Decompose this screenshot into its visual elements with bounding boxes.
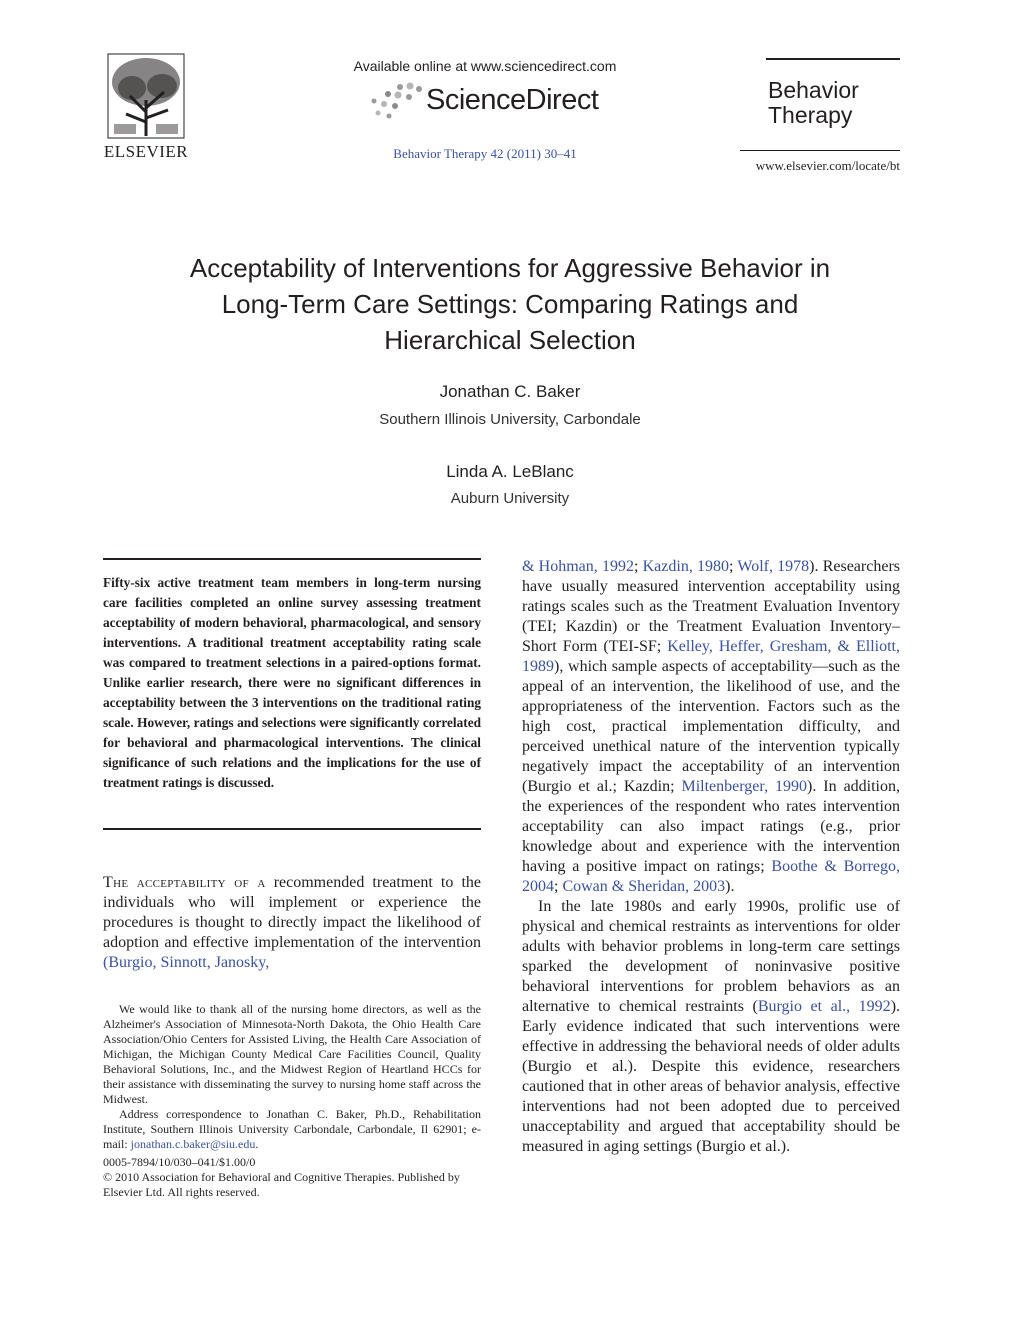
citation-link[interactable]: Boothe & Borrego, 2004 <box>522 858 900 895</box>
sciencedirect-name: ScienceDirect <box>426 84 599 116</box>
journal-rule-top <box>766 58 900 60</box>
paragraph <box>522 557 900 897</box>
body-text: ), which sample aspects of acceptability—such as the appeal of an intervention, the likelihood of use, and the appropriateness of the intervention. Factors such as the high cost, practical implementation difficulty, and perceived unethical nature of the intervention typically negatively impact the acceptability of an intervention (Burgio et al.; Kazdin; <box>522 658 900 795</box>
abstract: Fifty-six active treatment team members in long-term nursing care facilities completed an online survey assessing treatment acceptability of modern behavioral, pharmacological, and sensory interventions. A traditional treatment acceptability rating scale was compared to treatment selections in a paired-options format. Unlike earlier research, there were no significant differences in acceptability between the 3 interventions on the traditional rating scale. However, ratings and selections were significantly correlated for behavioral and pharmacological interventions. The clinical significance of such relations and the implications for the use of treatment ratings is discussed. <box>103 575 481 790</box>
separator: ; <box>729 558 738 575</box>
journal-title-line2: Therapy <box>768 102 853 128</box>
separator: ; <box>554 878 563 895</box>
body-text: recommended treatment to the individuals who will implement or experience the procedures is thought to directly impact the likelihood of adoption and effective implementation of the intervention <box>103 874 482 951</box>
body-text: ). In addition, the experiences of the respondent who rates intervention acceptability can also impact ratings (e.g., prior knowledge about and experience with the intervention having a positive impact on ratings; <box>522 778 901 875</box>
copyright-line: © 2010 Association for Behavioral and Cognitive Therapies. Published by Elsevier Ltd. All rights reserved. <box>103 1170 460 1199</box>
title-line2: Long-Term Care Settings: Comparing Ratings and <box>221 289 799 319</box>
title-line3: Hierarchical Selection <box>384 325 636 355</box>
abstract-rule-top <box>103 558 481 560</box>
author-name: Linda A. LeBlanc <box>446 462 574 481</box>
acknowledgment-note: We would like to thank all of the nursing home directors, as well as the Alzheimer's Association of Minnesota-North Dakota, the Ohio Health Care Association/Ohio Centers for Assisted Living, the Health Care Association of Michigan, the Michigan County Medical Care Facilities Council, Quality Behavioral Solutions, Inc., and the Midwest Region of Heartland HCCs for their assistance with disseminating the survey to nursing home staff across the Midwest. <box>103 1002 481 1106</box>
journal-citation[interactable]: Behavior Therapy 42 (2011) 30–41 <box>393 146 577 161</box>
email-link[interactable]: jonathan.c.baker@siu.edu <box>130 1137 256 1151</box>
journal-url[interactable]: www.elsevier.com/locate/bt <box>755 158 900 173</box>
publisher-name: ELSEVIER <box>103 142 189 161</box>
body-text: ). Researchers have usually measured intervention acceptability using ratings scales such as the Treatment Evaluation Inventory (TEI; Kazdin) or the Treatment Evaluation Inventory–Short Form (TEI-SF; <box>522 558 900 655</box>
title-line1: Acceptability of Interventions for Aggressive Behavior in <box>189 253 831 283</box>
author-affiliation: Southern Illinois University, Carbondale <box>379 411 641 428</box>
issn-line: 0005-7894/10/030–041/$1.00/0 <box>103 1155 256 1169</box>
citation-link[interactable]: Wolf, 1978 <box>737 558 810 575</box>
journal-title-line1: Behavior <box>768 77 859 103</box>
article-title <box>120 250 900 358</box>
body-left-column <box>103 873 481 973</box>
tree-logo-icon <box>96 52 196 140</box>
citation-link[interactable]: Kazdin, 1980 <box>642 558 730 575</box>
sciencedirect-logo[interactable] <box>366 80 616 124</box>
available-online-text[interactable]: Available online at www.sciencedirect.com <box>353 58 617 74</box>
citation-link[interactable]: (Burgio, Sinnott, Janosky, <box>103 954 270 971</box>
citation-link[interactable]: Burgio et al., 1992 <box>757 998 891 1015</box>
citation-link[interactable]: Kelley, Heffer, Gresham, & Elliott, 1989 <box>522 638 901 675</box>
correspondence-note <box>103 1107 481 1152</box>
citation-link[interactable]: Cowan & Sheridan, 2003 <box>562 878 726 895</box>
citation-link[interactable]: Miltenberger, 1990 <box>681 778 808 795</box>
separator: ; <box>633 558 643 575</box>
elsevier-logo <box>96 52 196 162</box>
body-right-column <box>522 557 900 1157</box>
footnotes <box>103 1002 481 1200</box>
body-text: ). Early evidence indicated that such interventions were effective in addressing the behavioral needs of older adults (Burgio et al.). Despite this evidence, researchers cautioned that in other areas of behavior analysis, effective interventions had not been adopted due to perceived unacceptability and argued that acceptability should be measured in aging settings (Burgio et al.). <box>522 998 901 1155</box>
correspondence-end: . <box>255 1137 259 1151</box>
opening-smallcaps: The acceptability of a <box>103 874 266 891</box>
journal-rule-bottom <box>740 150 900 151</box>
sciencedirect-dots-icon <box>366 82 424 122</box>
author-name: Jonathan C. Baker <box>439 382 581 401</box>
abstract-rule-bottom <box>103 828 481 830</box>
paragraph <box>522 897 900 1157</box>
body-text: ). <box>725 878 735 895</box>
journal-title <box>768 78 859 128</box>
correspondence-text: Address correspondence to Jonathan C. Baker, Ph.D., Rehabilitation Institute, Southern Illinois University Carbondale, Carbondale, Il 62901; e-mail: <box>103 1107 481 1151</box>
author-affiliation: Auburn University <box>450 490 570 507</box>
citation-link[interactable]: & Hohman, 1992 <box>522 558 634 575</box>
body-text: In the late 1980s and early 1990s, prolific use of physical and chemical restraints as interventions for older adults with behavior problems in long-term care settings sparked the development of noninvasive positive behavioral interventions for problem behaviors as an alternative to chemical restraints ( <box>522 898 900 1015</box>
